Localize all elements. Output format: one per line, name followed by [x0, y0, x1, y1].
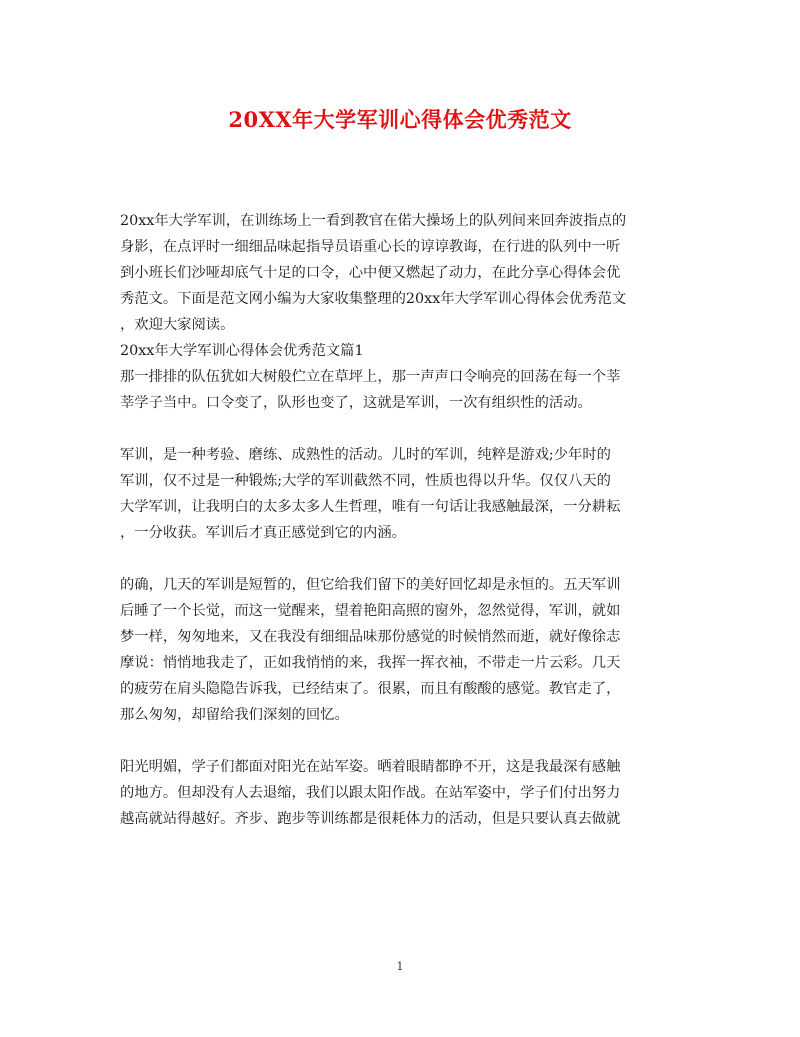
text-line: 那么匆匆，却留给我们深刻的回忆。 [120, 707, 349, 723]
paragraph-3 [120, 572, 680, 728]
document-title: 20XX年大学军训心得体会优秀范文 [228, 107, 572, 132]
page-number: 1 [396, 960, 404, 973]
paragraph-spacer [120, 728, 680, 754]
text-line: 军训，仅不过是一种锻炼;大学的军训截然不同，性质也得以升华。仅仅八天的 [120, 473, 611, 489]
paragraph-spacer [120, 416, 680, 442]
text-line: 大学军训，让我明白的太多太多人生哲理，唯有一句话让我感触最深，一分耕耘 [120, 499, 621, 515]
text-line: 那一排排的队伍犹如大树般伫立在草坪上，那一声声口令响亮的回荡在每一个莘 [120, 369, 621, 385]
text-line: 的疲劳在肩头隐隐告诉我，已经结束了。很累，而且有酸酸的感觉。教官走了， [120, 681, 621, 697]
text-line: 的地方。但却没有人去退缩，我们以跟太阳作战。在站军姿中，学子们付出努力 [120, 785, 621, 801]
text-line: 到小班长们沙哑却底气十足的口令，心中便又燃起了动力，在此分享心得体会优 [120, 265, 621, 281]
paragraph-2 [120, 442, 680, 546]
intro-paragraph [120, 208, 680, 338]
text-line: 莘学子当中。口令变了，队形也变了，这就是军训，一次有组织性的活动。 [120, 395, 592, 411]
text-line: ，一分收获。军训后才真正感觉到它的内涵。 [120, 525, 406, 541]
text-line: 20xx年大学军训，在训练场上一看到教官在偌大操场上的队列间来回奔波指点的 [120, 213, 627, 229]
text-line: 摩说：悄悄地我走了，正如我悄悄的来，我挥一挥衣袖，不带走一片云彩。几天 [120, 655, 621, 671]
text-line: ，欢迎大家阅读。 [120, 317, 235, 333]
document-body [120, 208, 680, 832]
text-line: 后睡了一个长觉，而这一觉醒来，望着艳阳高照的窗外，忽然觉得，军训，就如 [120, 603, 621, 619]
paragraph-1 [120, 364, 680, 416]
text-line: 秀范文。下面是范文网小编为大家收集整理的20xx年大学军训心得体会优秀范文 [120, 291, 627, 307]
text-line: 越高就站得越好。齐步、跑步等训练都是很耗体力的活动，但是只要认真去做就 [120, 811, 621, 827]
section-heading: 20xx年大学军训心得体会优秀范文篇1 [120, 343, 364, 359]
text-line: 身影，在点评时一细细品味起指导员语重心长的谆谆教诲，在行进的队列中一听 [120, 239, 621, 255]
text-line: 的确，几天的军训是短暂的，但它给我们留下的美好回忆却是永恒的。五天军训 [120, 577, 621, 593]
text-line: 阳光明媚，学子们都面对阳光在站军姿。晒着眼睛都睁不开，这是我最深有感触 [120, 759, 621, 775]
text-line: 梦一样，匆匆地来，又在我没有细细品味那份感觉的时候悄然而逝，就好像徐志 [120, 629, 621, 645]
text-line: 军训，是一种考验、磨练、成熟性的活动。儿时的军训，纯粹是游戏;少年时的 [120, 447, 611, 463]
paragraph-4 [120, 754, 680, 832]
paragraph-spacer [120, 546, 680, 572]
